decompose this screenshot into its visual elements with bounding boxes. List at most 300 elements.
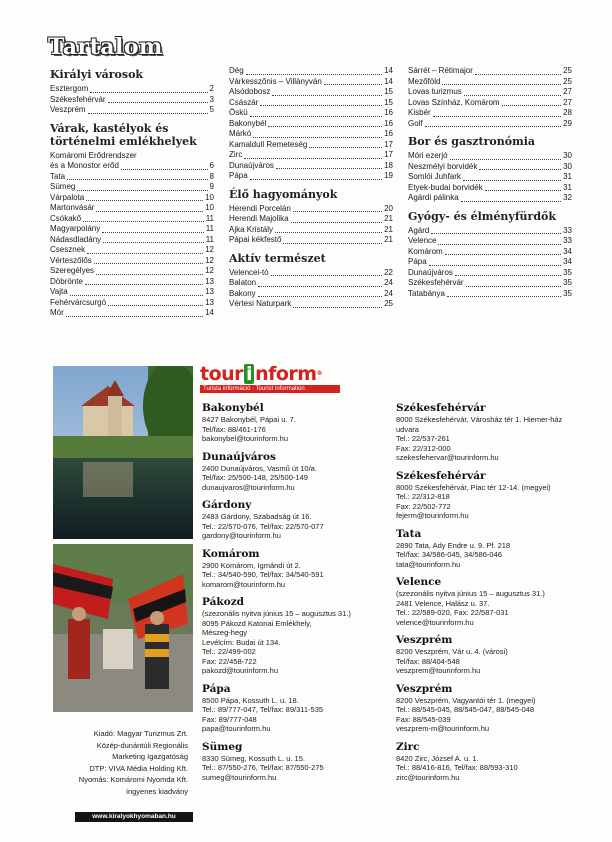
toc-entry[interactable] [50, 105, 214, 116]
toc-entry[interactable] [408, 257, 572, 268]
toc-entry[interactable] [408, 278, 572, 289]
office-detail-line: Tel/fax: 34/586-045, 34/586-046 [396, 550, 502, 559]
toc-dot-leader [275, 232, 382, 233]
office-email[interactable]: tata@tourinform.hu [396, 559, 461, 569]
toc-entry[interactable] [408, 77, 572, 88]
office-detail-line: Tel/fax: 88/404-548 [396, 656, 460, 666]
toc-dot-leader [475, 74, 561, 75]
toc-entry[interactable] [50, 182, 214, 193]
office-email[interactable]: pakozd@tourinform.hu [202, 666, 278, 675]
office-detail-line: Tel.: 89/777-047, Tel/fax: 89/311-535 [202, 705, 324, 714]
office-city-name: Pákozd [202, 596, 244, 608]
toc-page-number: 21 [384, 224, 393, 234]
toc-entry[interactable] [229, 66, 393, 77]
publisher-line: ingyenes kiadvány [126, 786, 188, 796]
office-email[interactable]: papa@tourinform.hu [202, 724, 271, 733]
toc-dot-leader [461, 201, 561, 202]
toc-entry-label: Márkó [229, 129, 252, 138]
toc-entry-label: Golf [408, 118, 423, 128]
toc-page-number: 16 [384, 129, 393, 138]
toc-entry-label: Várpalota [50, 192, 85, 202]
toc-entry-label: Lovas Színház, Komárom [408, 97, 500, 107]
toc-entry-label: Pápai kékfestő [229, 235, 282, 244]
office-detail-line: Tel/fax: 88/461-176 [202, 424, 266, 434]
toc-entry-label: Móri ezerjó [408, 151, 448, 160]
office-detail-line: (szezonális nyitva június 15 – augusztus 31.) [396, 589, 545, 598]
toc-entry-label: Esztergom [50, 84, 89, 93]
toc-entry[interactable] [229, 87, 393, 98]
office-email[interactable]: veszprem-m@tourinform.hu [396, 724, 490, 733]
toc-section-heading: Gyógy- és élményfürdők [408, 209, 557, 223]
office-email[interactable]: fejerm@tourinform.hu [396, 511, 469, 520]
toc-section-heading: Várak, kastélyok és történelmi emlékhelyek [50, 121, 197, 148]
toc-entry-label: Veszprém [50, 105, 86, 114]
toc-entry-label: Székesfehérvár [408, 278, 464, 287]
toc-dot-leader [455, 275, 561, 276]
office-block [202, 596, 387, 676]
toc-dot-leader [463, 180, 561, 181]
toc-page-number: 3 [209, 94, 214, 104]
toc-dot-leader [250, 116, 382, 117]
office-detail-line: Tel.: 22/499-002 [202, 647, 256, 656]
office-email[interactable]: dunaujvaros@tourinform.hu [202, 482, 295, 492]
toc-entry-label: Neszmélyi borvidék [408, 161, 478, 171]
toc-entry-label: Velence [408, 236, 437, 245]
toc-entry[interactable] [408, 226, 572, 237]
office-detail-line: 8095 Pákozd Katonai Emlékhely, [202, 618, 312, 628]
toc-entry-label: Magyarpolány [50, 224, 101, 233]
toc-page-number: 13 [205, 287, 214, 296]
toc-dot-leader [447, 296, 561, 297]
toc-entry[interactable] [408, 247, 572, 258]
toc-dot-leader [246, 74, 382, 75]
toc-entry[interactable] [229, 214, 393, 225]
office-block [396, 470, 596, 521]
office-detail-line: Tel.: 88/416-816, Tel/fax: 88/593-310 [396, 763, 518, 772]
toc-page-number: 5 [209, 105, 214, 114]
toc-page-number: 14 [205, 308, 214, 317]
office-detail-line: Tel.: 22/312-818 [396, 492, 450, 501]
toc-entry-label: Somlói Juhfark [408, 172, 461, 181]
toc-page-number: 30 [563, 161, 572, 171]
office-block [396, 683, 596, 734]
publisher-line: Kiadó: Magyar Turizmus Zrt. [93, 729, 188, 738]
toc-page-number: 28 [563, 108, 572, 117]
toc-entry[interactable] [50, 235, 214, 246]
toc-entry-label: Császár [229, 97, 259, 107]
toc-entry-label: Fehérvárcsurgó [50, 297, 107, 307]
toc-entry[interactable] [229, 119, 393, 130]
office-city-name: Tata [396, 527, 422, 540]
toc-entry[interactable] [50, 214, 214, 225]
publisher-line: DTP: VIVA Média Holding Kft. [89, 763, 188, 773]
office-detail-line: 8200 Veszprém, Vagyantói tér 1. (megyei) [396, 695, 536, 705]
toc-dot-leader [309, 147, 382, 148]
toc-dot-leader [293, 211, 382, 212]
office-detail-line: 8000 Székesfehérvár, Városház tér 1. Hiemer-ház [396, 415, 563, 424]
toc-dot-leader [67, 179, 207, 180]
toc-column-3 [408, 66, 572, 299]
office-block [396, 402, 596, 463]
toc-entry[interactable] [50, 287, 214, 298]
toc-page-number: 16 [384, 108, 393, 117]
toc-page-number: 21 [384, 235, 393, 244]
toc-entry-label: Herendi Majolika [229, 214, 289, 223]
toc-page-number: 15 [384, 87, 393, 96]
toc-dot-leader [258, 286, 382, 287]
office-city-name: Velence [396, 576, 442, 588]
office-detail-line: Tel/fax: 25/500-148, 25/500-149 [202, 473, 308, 482]
toc-dot-leader [88, 113, 208, 114]
toc-section-heading: Aktív természet [229, 251, 326, 265]
toc-section-heading: Bor és gasztronómia [408, 135, 536, 148]
toc-entry-label: Lovas turizmus [408, 87, 462, 96]
office-detail-line: Tel.: 34/540-590, Tel/fax: 34/540-591 [202, 570, 324, 579]
toc-entry[interactable] [50, 277, 214, 288]
logo-text-nform: nform [255, 363, 317, 385]
toc-entry-label: Dég [229, 66, 244, 75]
publisher-info [53, 728, 188, 797]
office-detail-line: 8500 Pápa, Kossuth L. u. 18. [202, 695, 299, 705]
toc-entry[interactable] [408, 193, 572, 204]
toc-dot-leader [260, 105, 382, 106]
toc-dot-leader [293, 307, 382, 308]
toc-entry[interactable] [408, 108, 572, 119]
publisher-line: Nyomás: Komáromi Nyomda Kft. [78, 775, 188, 784]
toc-dot-leader [276, 168, 382, 169]
toc-page-number: 16 [384, 118, 393, 128]
office-city-name: Sümeg [202, 740, 243, 753]
office-email[interactable]: gardony@tourinform.hu [202, 531, 281, 540]
toc-dot-leader [258, 296, 382, 297]
toc-page-number: 11 [205, 213, 214, 223]
office-detail-line: 8330 Sümeg, Kossuth L. u. 15. [202, 753, 305, 763]
toc-page-number: 20 [384, 203, 393, 213]
toc-entry[interactable] [229, 140, 393, 151]
website-url[interactable]: www.kiralyokhyomaban.hu [75, 812, 193, 822]
toc-page-number: 27 [563, 87, 572, 96]
toc-dot-leader [466, 286, 562, 287]
toc-dot-leader [66, 316, 203, 317]
toc-page-number: 25 [563, 76, 572, 86]
toc-dot-leader [77, 190, 207, 191]
toc-entry[interactable] [50, 308, 214, 319]
toc-dot-leader [433, 116, 561, 117]
toc-entry-label: Mór [50, 308, 64, 317]
toc-entry[interactable] [50, 84, 214, 95]
toc-page-number: 31 [563, 182, 572, 192]
toc-dot-leader [70, 295, 203, 296]
toc-dot-leader [96, 274, 203, 275]
toc-dot-leader [108, 305, 203, 306]
toc-entry[interactable] [50, 172, 214, 183]
toc-column-1 [50, 68, 214, 319]
toc-dot-leader [96, 211, 203, 212]
castle-photo [53, 366, 193, 539]
toc-entry-label: Dunaújváros [229, 160, 274, 170]
toc-page-number: 12 [205, 255, 214, 265]
office-city-name: Veszprém [396, 682, 453, 695]
toc-dot-leader [445, 254, 561, 255]
toc-dot-leader [85, 284, 203, 285]
toc-dot-leader [108, 102, 208, 103]
office-block [396, 634, 596, 676]
toc-page-number: 17 [384, 139, 393, 149]
toc-entry-label: Nádasdladány [50, 234, 102, 244]
office-detail-line: Fax: 89/777-048 [202, 714, 257, 724]
toc-entry-label: és a Monostor erőd [50, 161, 119, 170]
office-detail-line: 8420 Zirc, József A. u. 1. [396, 753, 479, 763]
toc-entry[interactable] [229, 268, 393, 279]
tourinform-logo [200, 364, 340, 393]
office-detail-line: 8427 Bakonybél, Pápai u. 7. [202, 415, 296, 424]
registered-mark: ® [316, 370, 323, 377]
toc-dot-leader [283, 243, 382, 244]
toc-page-number: 31 [563, 172, 572, 181]
office-city-name: Székesfehérvár [396, 402, 486, 414]
toc-entry-label: Pápa [229, 171, 248, 180]
toc-dot-leader [102, 232, 203, 233]
toc-page-number: 6 [209, 161, 214, 170]
toc-dot-leader [87, 253, 203, 254]
logo-text-tour: tour [200, 363, 244, 385]
toc-entry[interactable] [229, 129, 393, 140]
offices-left-column [202, 402, 387, 789]
toc-dot-leader [250, 179, 382, 180]
toc-page-number: 14 [384, 76, 393, 86]
office-detail-line: Tel.: 22/589-020, Fax: 22/587-031 [396, 608, 509, 617]
festival-photo [53, 544, 193, 712]
toc-page-number: 13 [205, 297, 214, 307]
toc-entry[interactable] [229, 278, 393, 289]
toc-entry[interactable] [229, 108, 393, 119]
office-city-name: Gárdony [202, 499, 252, 511]
toc-dot-leader [268, 126, 382, 127]
publisher-line: Marketing Igazgatóság [112, 752, 188, 761]
office-detail-line: Fax: 22/312-000 [396, 443, 451, 453]
toc-dot-leader [425, 126, 561, 127]
toc-entry[interactable] [408, 236, 572, 247]
office-email[interactable]: komarom@tourinform.hu [202, 579, 286, 589]
toc-page-number: 25 [563, 66, 572, 75]
toc-entry[interactable] [50, 224, 214, 235]
office-detail-line: Levélcím: Budai út 134. [202, 637, 281, 647]
office-city-name: Pápa [202, 682, 231, 695]
office-block [202, 741, 387, 783]
toc-entry[interactable] [229, 235, 393, 246]
office-detail-line: 2400 Dunaújváros, Vasmű út 10/a. [202, 463, 317, 473]
toc-entry-label: Vérteszőlős [50, 255, 92, 265]
toc-page-number: 24 [384, 288, 393, 298]
toc-page-number: 12 [205, 245, 214, 254]
toc-entry[interactable] [50, 193, 214, 204]
toc-dot-leader [485, 190, 561, 191]
toc-entry-label: Vértesi Naturpark [229, 299, 292, 308]
toc-page-number: 8 [209, 171, 214, 181]
toc-dot-leader [431, 233, 561, 234]
toc-entry[interactable] [229, 150, 393, 161]
office-detail-line: Mészeg-hegy [202, 628, 248, 637]
toc-entry[interactable] [50, 245, 214, 256]
toc-entry[interactable] [229, 161, 393, 172]
toc-page-number: 15 [384, 97, 393, 107]
office-detail-line: Tel.: 87/550-276, Tel/fax: 87/550-275 [202, 763, 324, 772]
toc-entry-label: Döbrönte [50, 276, 83, 286]
office-detail-line: (szezonális nyitva június 15 – augusztus 31.) [202, 609, 351, 618]
toc-entry[interactable] [229, 225, 393, 236]
toc-entry-label: Csesznek [50, 245, 86, 254]
toc-dot-leader [502, 105, 561, 106]
toc-column-2 [229, 66, 393, 310]
toc-entry-label: Csókakő [50, 213, 82, 223]
toc-entry[interactable] [408, 151, 572, 162]
toc-page-number: 35 [563, 278, 572, 287]
toc-dot-leader [83, 221, 204, 222]
toc-page-number: 2 [209, 84, 214, 93]
toc-entry[interactable] [50, 151, 214, 162]
toc-entry[interactable] [229, 299, 393, 310]
office-detail-line: 2483 Gárdony, Szabadság út 16. [202, 512, 312, 521]
toc-entry[interactable] [408, 66, 572, 77]
toc-page-number: 10 [205, 203, 214, 212]
toc-entry[interactable] [408, 98, 572, 109]
office-detail-line: udvara [396, 424, 419, 434]
toc-page-number: 19 [384, 171, 393, 180]
toc-entry-label: Velencei-tó [229, 267, 269, 277]
logo-i-box: i [246, 363, 253, 385]
toc-entry-label: Bakony [229, 288, 256, 298]
toc-dot-leader [94, 263, 203, 264]
toc-entry-label: Ajka Kristály [229, 224, 274, 234]
toc-entry-label: Öskü [229, 108, 248, 117]
toc-page-number: 34 [563, 246, 572, 256]
office-city-name: Dunaújváros [202, 450, 276, 463]
toc-page-number: 29 [563, 118, 572, 128]
toc-section-heading: Élő hagyományok [229, 187, 338, 201]
toc-entry[interactable] [408, 172, 572, 183]
toc-page-number: 34 [563, 257, 572, 266]
office-detail-line: Fax: 22/458-722 [202, 656, 257, 666]
toc-dot-leader [479, 169, 561, 170]
toc-entry-label: Kamaldull Remeteség [229, 139, 308, 149]
toc-page-number: 22 [384, 267, 393, 277]
office-detail-line: Tel.: 22/537-261 [396, 434, 450, 443]
toc-dot-leader [86, 200, 203, 201]
publisher-line: Közép-dunántúli Regionális [96, 740, 188, 750]
office-block [396, 576, 596, 627]
toc-page-number: 17 [384, 150, 393, 159]
toc-dot-leader [271, 275, 383, 276]
office-email[interactable]: bakonybel@tourinform.hu [202, 434, 288, 443]
toc-dot-leader [121, 169, 208, 170]
toc-entry[interactable] [50, 161, 214, 172]
toc-page-number: 24 [384, 278, 393, 287]
toc-dot-leader [272, 95, 382, 96]
office-email[interactable]: velence@tourinform.hu [396, 617, 474, 627]
office-detail-line: 8000 Székesfehérvár, Piac tér 12-14. (megyei) [396, 482, 551, 492]
toc-page-number: 11 [205, 224, 214, 233]
office-block [202, 451, 387, 493]
toc-dot-leader [429, 265, 561, 266]
toc-page-number: 12 [205, 266, 214, 275]
office-block [396, 528, 596, 570]
toc-page-number: 33 [563, 236, 572, 245]
toc-page-number: 13 [205, 276, 214, 286]
toc-page-number: 9 [209, 182, 214, 191]
toc-entry[interactable] [50, 203, 214, 214]
toc-dot-leader [438, 244, 561, 245]
toc-entry[interactable] [408, 162, 572, 173]
toc-entry[interactable] [50, 266, 214, 277]
toc-dot-leader [291, 222, 383, 223]
office-email[interactable]: sumeg@tourinform.hu [202, 772, 277, 782]
office-detail-line: Tel.: 22/570-076, Tel/fax: 22/570-077 [202, 521, 324, 531]
toc-section-heading: Királyi városok [50, 68, 144, 81]
toc-entry-label: Balaton [229, 278, 257, 287]
office-city-name: Komárom [202, 547, 260, 560]
toc-entry[interactable] [408, 268, 572, 279]
offices-right-column [396, 402, 596, 789]
toc-dot-leader [464, 95, 561, 96]
toc-entry-label: Tatabánya [408, 288, 445, 298]
toc-entry-label: Komáromi Erődrendszer [50, 150, 137, 160]
office-detail-line: Tel.: 88/545-045, 88/545-047, 88/545-048 [396, 705, 535, 714]
toc-dot-leader [244, 158, 382, 159]
toc-page-number: 32 [563, 193, 572, 202]
toc-page-number: 11 [205, 234, 214, 244]
toc-entry-label: Agárd [408, 225, 430, 235]
toc-entry[interactable] [408, 183, 572, 194]
toc-entry-label: Zirc [229, 150, 243, 159]
toc-entry[interactable] [229, 171, 393, 182]
office-detail-line: 8200 Veszprém, Vár u. 4. (városi) [396, 647, 508, 656]
office-block [202, 548, 387, 590]
toc-page-number: 14 [384, 66, 393, 75]
office-email[interactable]: szekesfehervar@tourinform.hu [396, 453, 499, 462]
toc-entry[interactable] [229, 98, 393, 109]
toc-entry[interactable] [50, 298, 214, 309]
office-detail-line: Fax: 22/502-772 [396, 501, 451, 511]
toc-entry[interactable] [408, 289, 572, 300]
toc-entry[interactable] [408, 87, 572, 98]
office-city-name: Zirc [396, 740, 420, 753]
toc-entry[interactable] [229, 204, 393, 215]
toc-dot-leader [442, 84, 561, 85]
toc-entry[interactable] [50, 256, 214, 267]
toc-entry-label: Etyek-budai borvidék [408, 182, 483, 192]
toc-entry[interactable] [408, 119, 572, 130]
toc-entry-label: Martonvásár [50, 203, 95, 212]
toc-entry[interactable] [229, 77, 393, 88]
office-email[interactable]: zirc@tourinform.hu [396, 772, 460, 782]
toc-entry[interactable] [229, 289, 393, 300]
toc-entry-label: Komárom [408, 246, 443, 256]
toc-entry-label: Székesfehérvár [50, 94, 106, 104]
toc-page-number: 21 [384, 214, 393, 223]
office-block [202, 402, 387, 444]
office-detail-line: 2890 Tata, Ady Endre u. 9. Pf. 218 [396, 540, 511, 550]
toc-page-number: 27 [563, 97, 572, 107]
toc-entry-label: Agárdi pálinka [408, 193, 459, 202]
office-detail-line: 2900 Komárom, Igmándi út 2. [202, 560, 301, 570]
toc-page-number: 33 [563, 225, 572, 235]
office-email[interactable]: veszprem@tourinform.hu [396, 666, 481, 675]
toc-entry[interactable] [50, 95, 214, 106]
toc-entry-label: Tata [50, 171, 66, 181]
toc-dot-leader [450, 159, 562, 160]
toc-page-number: 25 [384, 299, 393, 308]
toc-entry-label: Mezőföld [408, 76, 441, 86]
